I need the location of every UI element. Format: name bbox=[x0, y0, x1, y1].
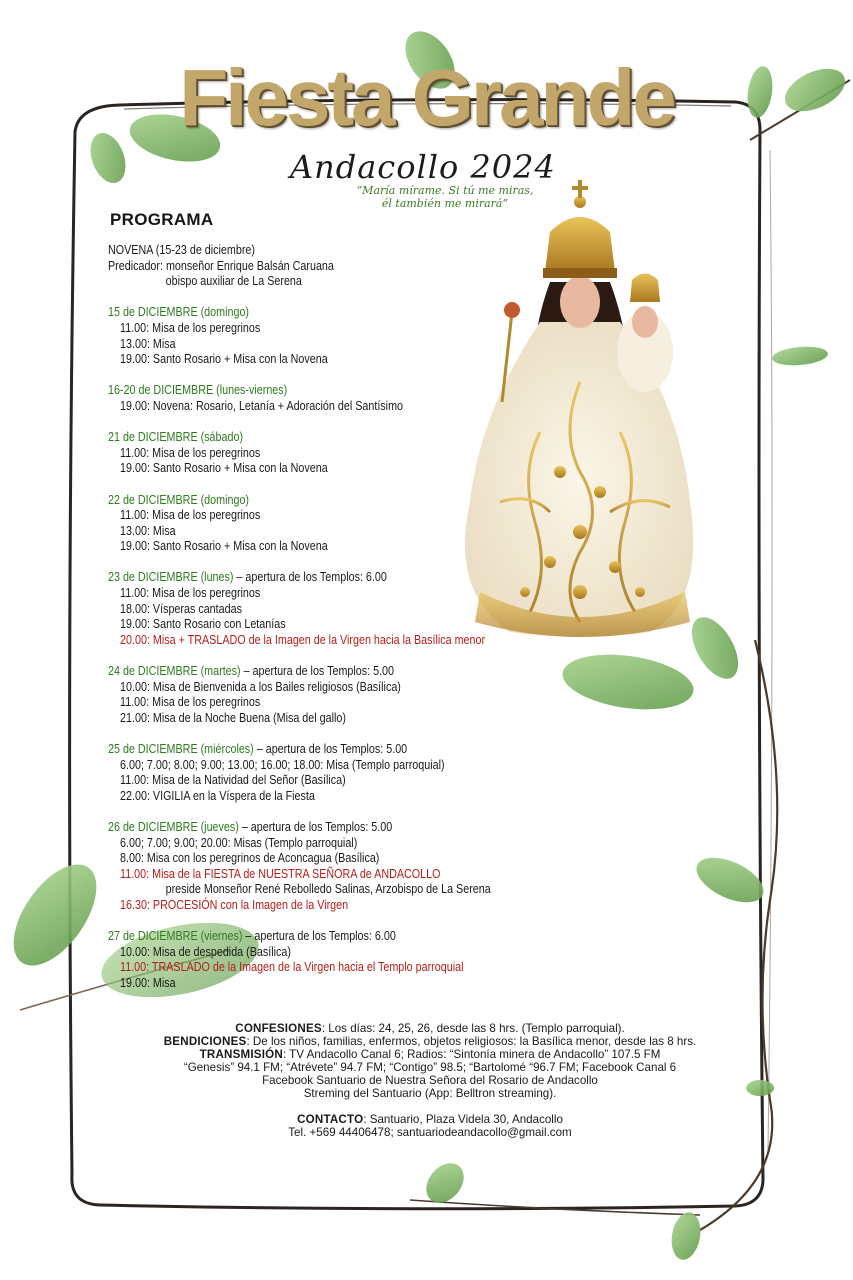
schedule-item: 19.00: Santo Rosario con Letanías bbox=[120, 617, 286, 632]
day-block bbox=[108, 742, 504, 804]
motto-line: “María mírame. Si tú me miras, bbox=[356, 184, 534, 197]
contacto-text: : Santuario, Plaza Videla 30, Andacollo bbox=[363, 1113, 563, 1127]
day-opening: – apertura de los Templos: 6.00 bbox=[233, 570, 387, 585]
schedule-item: 13.00: Misa bbox=[120, 523, 176, 538]
page-subtitle: Andacollo 2024 bbox=[290, 148, 556, 186]
bendiciones-label: BENDICIONES bbox=[163, 1034, 247, 1048]
schedule-item: 22.00: VIGILIA en la Víspera de la Fiesta bbox=[120, 788, 315, 803]
day-block bbox=[108, 430, 504, 477]
schedule-item: 11.00: Misa de la FIESTA de NUESTRA SEÑORA de ANDACOLLO bbox=[120, 866, 441, 881]
day-heading bbox=[108, 430, 504, 446]
novena-preacher-role: obispo auxiliar de La Serena bbox=[165, 274, 302, 289]
day-date: 16-20 de DICIEMBRE (lunes-viernes) bbox=[108, 383, 288, 398]
day-heading bbox=[108, 742, 504, 758]
novena-title: NOVENA (15-23 de diciembre) bbox=[108, 243, 255, 257]
schedule-item: 19.00: Santo Rosario + Misa con la Novena bbox=[120, 539, 328, 554]
schedule-item: 20.00: Misa + TRASLADO de la Imagen de la Virgen hacia la Basílica menor bbox=[120, 632, 486, 647]
transmision-line bbox=[130, 1049, 730, 1062]
day-block bbox=[108, 305, 504, 367]
day-block bbox=[108, 929, 504, 991]
novena-preacher: Predicador: monseñor Enrique Balsán Caruana bbox=[108, 258, 334, 273]
bendiciones-text: : De los niños, familias, enfermos, objetos religiosos: la Basílica menor, desde las 8 hrs. bbox=[246, 1034, 697, 1048]
schedule-item: 11.00: Misa de los peregrinos bbox=[120, 586, 261, 601]
schedule-item: 11.00: TRASLADO de la Imagen de la Virgen hacia el Templo parroquial bbox=[120, 960, 464, 975]
novena-block bbox=[108, 243, 504, 290]
day-date: 15 de DICIEMBRE (domingo) bbox=[108, 305, 249, 320]
programa-heading: PROGRAMA bbox=[110, 210, 214, 229]
schedule-item: 19.00: Misa bbox=[120, 975, 176, 990]
schedule-item: 11.00: Misa de la Natividad del Señor (Basílica) bbox=[120, 773, 346, 788]
schedule-item: 10.00: Misa de Bienvenida a los Bailes religiosos (Basílica) bbox=[120, 679, 401, 694]
page-title: Fiesta Grande bbox=[179, 53, 674, 142]
day-block bbox=[108, 820, 504, 914]
motto-line: él también me mirará” bbox=[381, 197, 509, 210]
day-heading bbox=[108, 305, 504, 321]
schedule-item: 6.00; 7.00; 8.00; 9.00; 13.00; 16.00; 18.00: Misa (Templo parroquial) bbox=[120, 757, 445, 772]
footer-info bbox=[130, 1023, 730, 1140]
day-heading bbox=[108, 664, 504, 680]
schedule-item: 19.00: Santo Rosario + Misa con la Novena bbox=[120, 352, 328, 367]
schedule-item: 8.00: Misa con los peregrinos de Aconcagua (Basílica) bbox=[120, 851, 380, 866]
schedule-item: 11.00: Misa de los peregrinos bbox=[120, 445, 261, 460]
streaming-line: Streming del Santuario (App: Belltron streaming). bbox=[303, 1086, 557, 1100]
day-opening: – apertura de los Templos: 6.00 bbox=[242, 929, 396, 944]
schedule-item: 10.00: Misa de despedida (Basílica) bbox=[120, 944, 291, 959]
contacto-label: CONTACTO bbox=[297, 1113, 364, 1127]
schedule-item: preside Monseñor René Rebolledo Salinas, Arzobispo de La Serena bbox=[165, 882, 491, 897]
day-block bbox=[108, 383, 504, 414]
day-date: 27 de DICIEMBRE (viernes) bbox=[108, 929, 243, 944]
day-heading bbox=[108, 493, 504, 509]
day-opening: – apertura de los Templos: 5.00 bbox=[240, 664, 395, 679]
facebook-line: Facebook Santuario de Nuestra Señora del Rosario de Andacollo bbox=[262, 1073, 598, 1087]
day-heading bbox=[108, 570, 504, 586]
day-opening: – apertura de los Templos: 5.00 bbox=[238, 819, 393, 834]
transmision-text: : TV Andacollo Canal 6; Radios: “Sintonía minera de Andacollo” 107.5 FM bbox=[282, 1047, 661, 1061]
day-date: 21 de DICIEMBRE (sábado) bbox=[108, 430, 244, 445]
confesiones-text: : Los días: 24, 25, 26, desde las 8 hrs. (Templo parroquial). bbox=[321, 1022, 625, 1035]
schedule-item: 21.00: Misa de la Noche Buena (Misa del gallo) bbox=[120, 710, 346, 725]
day-heading bbox=[108, 929, 504, 945]
phone-email-line: Tel. +569 44406478; santuariodeandacollo@gmail.com bbox=[288, 1126, 572, 1140]
day-date: 25 de DICIEMBRE (miércoles) bbox=[108, 742, 254, 756]
day-date: 24 de DICIEMBRE (martes) bbox=[108, 664, 241, 679]
day-heading bbox=[108, 820, 504, 836]
day-opening: – apertura de los Templos: 5.00 bbox=[253, 742, 408, 756]
transmision-label: TRANSMISIÓN bbox=[199, 1047, 283, 1061]
schedule-item: 16.30: PROCESIÓN con la Imagen de la Virgen bbox=[120, 897, 349, 912]
schedule-item: 13.00: Misa bbox=[120, 336, 176, 351]
confesiones-label: CONFESIONES bbox=[235, 1022, 322, 1035]
day-block bbox=[108, 664, 504, 726]
program-list bbox=[108, 243, 504, 1007]
schedule-item: 19.00: Novena: Rosario, Letanía + Adoración del Santísimo bbox=[120, 398, 404, 413]
radios-line: “Genesis” 94.1 FM; “Atrévete” 94.7 FM; “Contigo” 98.5; “Bartolomé “96.7 FM; Facebook Canal 6 bbox=[183, 1060, 677, 1074]
schedule-item: 6.00; 7.00; 9.00; 20.00: Misas (Templo parroquial) bbox=[120, 835, 358, 850]
schedule-item: 11.00: Misa de los peregrinos bbox=[120, 508, 261, 523]
day-date: 26 de DICIEMBRE (jueves) bbox=[108, 819, 239, 834]
day-block bbox=[108, 493, 504, 555]
day-date: 23 de DICIEMBRE (lunes) bbox=[108, 570, 234, 585]
day-date: 22 de DICIEMBRE (domingo) bbox=[108, 492, 249, 507]
day-block bbox=[108, 570, 504, 648]
schedule-item: 11.00: Misa de los peregrinos bbox=[120, 695, 261, 710]
schedule-item: 11.00: Misa de los peregrinos bbox=[120, 320, 261, 335]
days-container bbox=[108, 305, 504, 991]
schedule-item: 18.00: Vísperas cantadas bbox=[120, 601, 242, 616]
day-heading bbox=[108, 383, 504, 399]
schedule-item: 19.00: Santo Rosario + Misa con la Novena bbox=[120, 461, 328, 476]
motto-quote bbox=[350, 184, 540, 210]
